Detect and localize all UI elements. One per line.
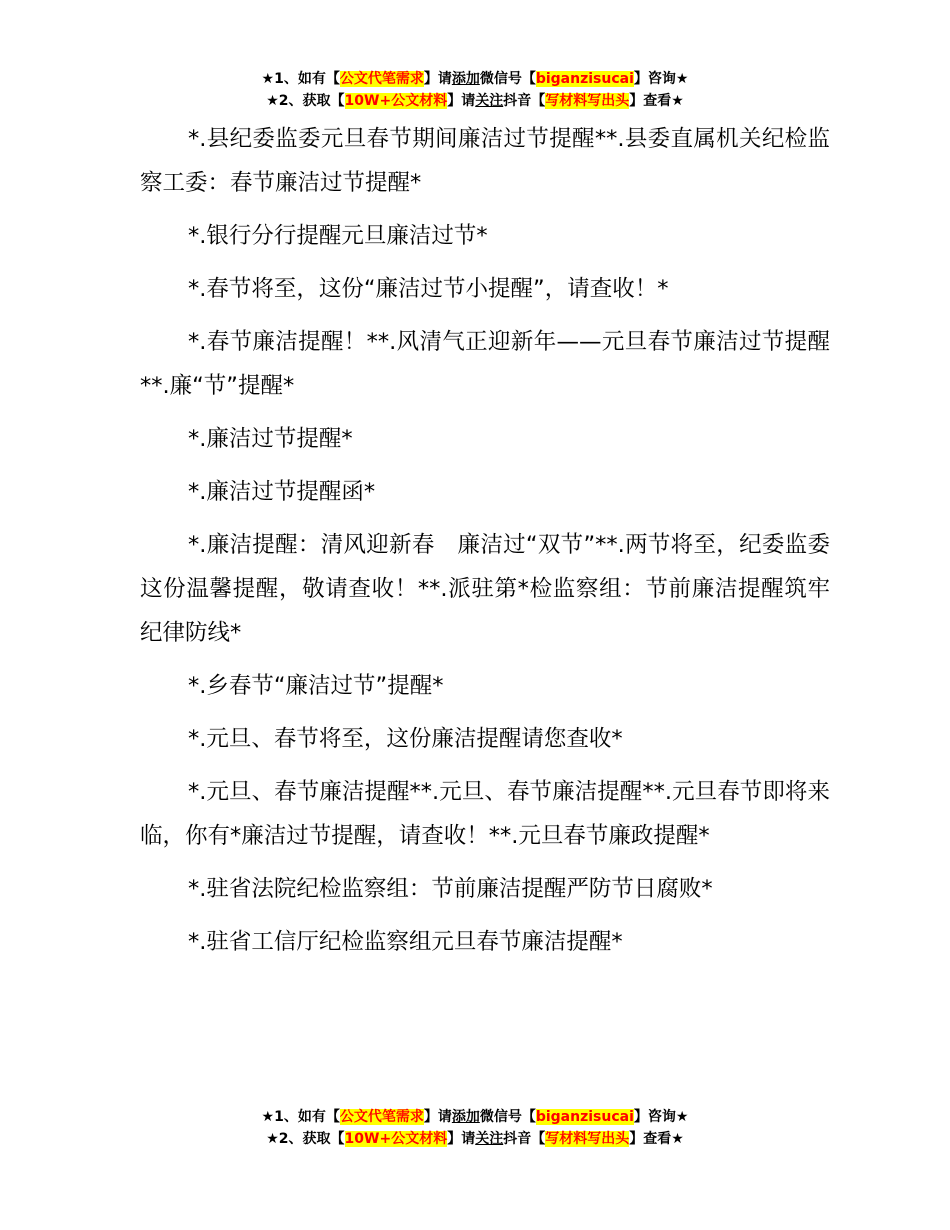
banner-line-2 xyxy=(0,90,950,112)
banner-text: 】咨询 xyxy=(633,1109,676,1125)
highlight-service: 公文代笔需求 xyxy=(339,71,424,87)
banner-text: 】查看 xyxy=(629,93,672,109)
header-banner xyxy=(0,68,950,112)
banner-text: 2、获取【 xyxy=(278,93,345,109)
star-icon: ★ xyxy=(261,71,275,87)
paragraph: *.乡春节“廉洁过节”提醒* xyxy=(188,673,444,699)
banner-text: 】请 xyxy=(447,93,476,109)
star-icon: ★ xyxy=(261,1109,275,1125)
paragraph: *.廉洁提醒：清风迎新春 廉洁过“双节”**.两节将至，纪委监委这份温馨提醒，敬请查收！**.派驻第*检监察组：节前廉洁提醒筑牢纪律防线* xyxy=(140,532,830,646)
star-icon: ★ xyxy=(675,1109,689,1125)
banner-line-1 xyxy=(0,68,950,90)
paragraph: *.驻省法院纪检监察组：节前廉洁提醒严防节日腐败* xyxy=(188,876,713,902)
star-icon: ★ xyxy=(671,93,684,109)
underlined-text: 添加 xyxy=(451,1109,480,1125)
paragraph: *.廉洁过节提醒* xyxy=(188,426,353,452)
banner-text: 】咨询 xyxy=(633,71,676,87)
banner-line-2 xyxy=(0,1128,950,1150)
star-icon: ★ xyxy=(266,1131,279,1147)
highlight-materials: 10W+公文材料 xyxy=(344,93,448,109)
banner-text: 】查看 xyxy=(629,1131,672,1147)
underlined-text: 关注 xyxy=(475,93,504,109)
banner-text: 1、如有【 xyxy=(274,71,340,87)
banner-text: 】请 xyxy=(447,1131,476,1147)
document-body xyxy=(140,117,830,973)
banner-text: 微信号【 xyxy=(479,1109,536,1125)
banner-text: 1、如有【 xyxy=(274,1109,340,1125)
highlight-douyin-account: 写材料写出头 xyxy=(545,93,630,109)
underlined-text: 关注 xyxy=(475,1131,504,1147)
footer-banner xyxy=(0,1106,950,1150)
highlight-wechat-id: biganzisucai xyxy=(535,71,634,87)
banner-text: 抖音【 xyxy=(503,93,546,109)
highlight-douyin-account: 写材料写出头 xyxy=(545,1131,630,1147)
paragraph: *.廉洁过节提醒函* xyxy=(188,479,376,505)
highlight-service: 公文代笔需求 xyxy=(339,1109,424,1125)
paragraph: *.县纪委监委元旦春节期间廉洁过节提醒**.县委直属机关纪检监察工委：春节廉洁过节提醒* xyxy=(140,126,830,196)
underlined-text: 添加 xyxy=(451,71,480,87)
banner-text: 微信号【 xyxy=(479,71,536,87)
star-icon: ★ xyxy=(266,93,279,109)
highlight-wechat-id: biganzisucai xyxy=(535,1109,634,1125)
star-icon: ★ xyxy=(671,1131,684,1147)
banner-text: 】请 xyxy=(423,1109,452,1125)
highlight-materials: 10W+公文材料 xyxy=(344,1131,448,1147)
paragraph: *.元旦、春节将至，这份廉洁提醒请您查收* xyxy=(188,726,623,752)
paragraph: *.春节廉洁提醒！**.风清气正迎新年——元旦春节廉洁过节提醒**.廉“节”提醒* xyxy=(140,329,830,399)
banner-text: 】请 xyxy=(423,71,452,87)
banner-text: 2、获取【 xyxy=(278,1131,345,1147)
paragraph: *.春节将至，这份“廉洁过节小提醒”，请查收！* xyxy=(188,276,669,302)
paragraph: *.银行分行提醒元旦廉洁过节* xyxy=(188,223,488,249)
paragraph: *.元旦、春节廉洁提醒**.元旦、春节廉洁提醒**.元旦春节即将来临，你有*廉洁过节提醒，请查收！**.元旦春节廉政提醒* xyxy=(140,779,830,849)
paragraph: *.驻省工信厅纪检监察组元旦春节廉洁提醒* xyxy=(188,929,623,955)
banner-text: 抖音【 xyxy=(503,1131,546,1147)
banner-line-1 xyxy=(0,1106,950,1128)
star-icon: ★ xyxy=(675,71,689,87)
